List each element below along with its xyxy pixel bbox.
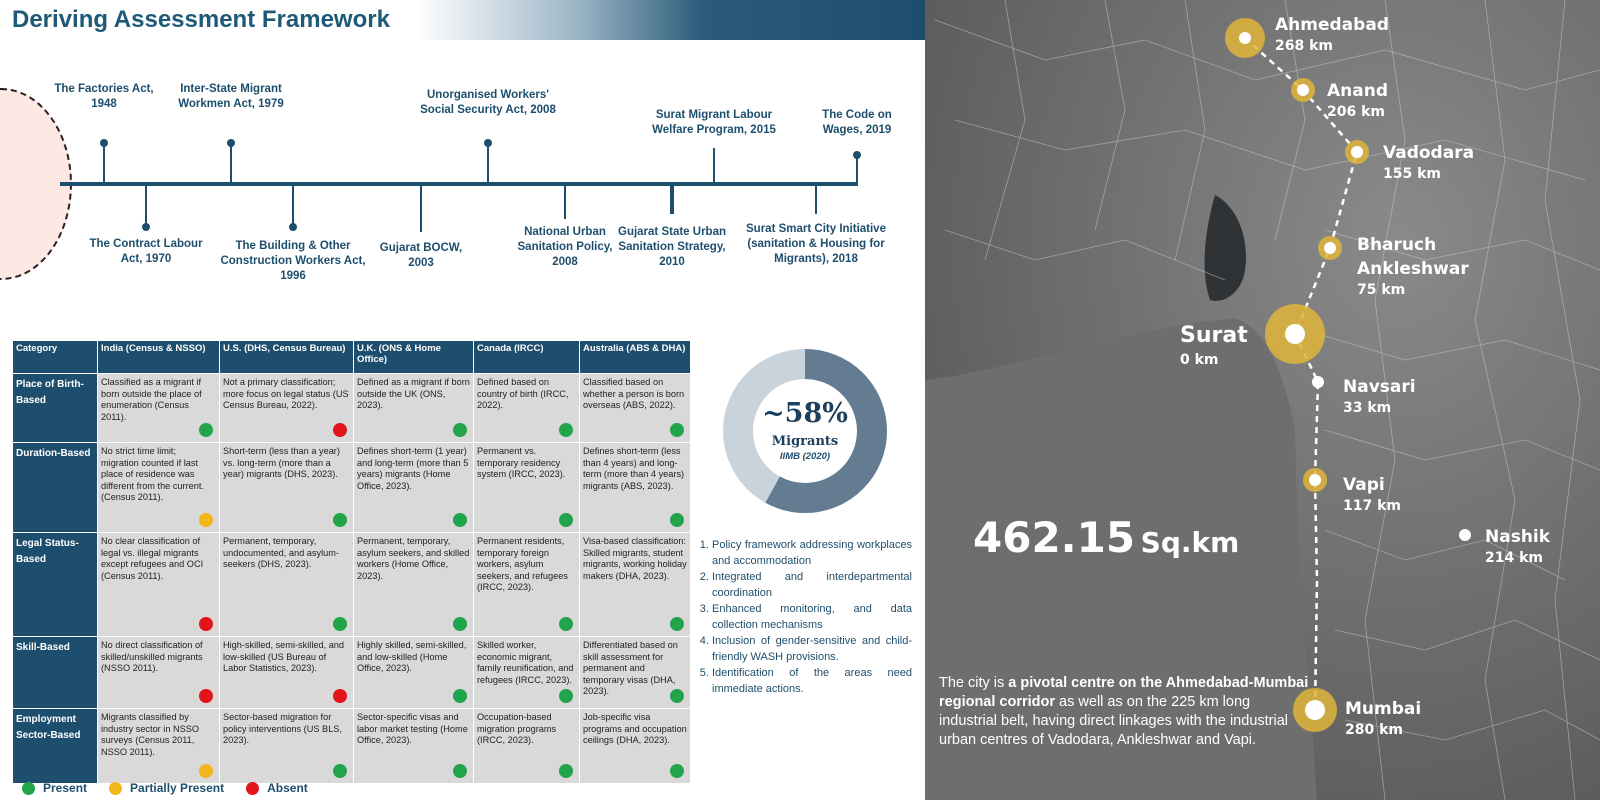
timeline-tick	[713, 148, 715, 182]
absent-dot-icon	[246, 782, 259, 795]
status-legend	[22, 781, 308, 795]
city-dot	[1285, 324, 1305, 344]
timeline-label: Gujarat BOCW, 2003	[379, 242, 463, 269]
category-cell: Duration-Based	[13, 443, 98, 533]
cell-text: Defined based on country of birth (IRCC, 2022).	[477, 377, 569, 410]
cell-text: Not a primary classification; more focus on legal status (US Census Bureau, 2022).	[223, 377, 349, 410]
table-cell	[580, 443, 691, 533]
page-title: Deriving Assessment Framework	[12, 6, 390, 33]
present-status-icon	[559, 423, 573, 437]
timeline-label: The Code on Wages, 2019	[822, 109, 892, 136]
timeline-label: The Contract Labour Act, 1970	[89, 238, 203, 265]
regional-map	[925, 0, 1600, 800]
policy-item: 1. Policy framework addressing workplaces and accommodation	[712, 538, 912, 569]
policy-item: 4. Inclusion of gender-sensitive and child-friendly WASH provisions.	[712, 634, 912, 665]
city-dot	[1297, 84, 1309, 96]
assessment-framework-table	[12, 340, 691, 784]
cell-text: Short-term (less than a year) vs. long-term (more than a year) migrants (DHS, 2023).	[223, 446, 340, 479]
category-cell: Place of Birth-Based	[13, 374, 98, 443]
donut-graphic	[722, 348, 888, 514]
cell-text: Permanent, temporary, asylum seekers, and skilled workers (Home Office, 2023).	[357, 536, 470, 581]
cell-text: Classified as a migrant if born outside the place of enumeration (Census 2011).	[101, 377, 202, 422]
city-dot	[1459, 529, 1471, 541]
column-header: India (Census & NSSO)	[98, 341, 220, 374]
present-status-icon	[670, 423, 684, 437]
cell-text: Defines short-term (1 year) and long-term (more than 5 years) migrants (Home Office, 2023).	[357, 446, 469, 491]
timeline-label: Surat Migrant Labour Welfare Program, 2015	[652, 109, 776, 136]
timeline-dot	[142, 223, 150, 231]
policy-item: 3. Enhanced monitoring, and data collection mechanisms	[712, 602, 912, 633]
city-distance: 280 km	[1345, 722, 1403, 738]
cell-text: Skilled worker, economic migrant, family reunification, and refugees (IRCC, 2023).	[477, 640, 574, 685]
category-cell: Legal Status-Based	[13, 533, 98, 637]
table-row	[13, 374, 691, 443]
cell-text: Defined as a migrant if born outside the UK (ONS, 2023).	[357, 377, 470, 410]
timeline-dot	[853, 151, 861, 159]
table-cell	[580, 374, 691, 443]
city-distance: 75 km	[1357, 282, 1406, 298]
timeline-tick	[815, 186, 817, 214]
timeline-tick	[487, 143, 489, 182]
city-name: Vapi	[1343, 475, 1385, 495]
table-cell	[220, 709, 354, 784]
column-header: Canada (IRCC)	[474, 341, 580, 374]
cell-text: Job-specific visa programs and occupation ceilings (DHA, 2023).	[583, 712, 687, 745]
column-header: U.S. (DHS, Census Bureau)	[220, 341, 354, 374]
city-name: Bharuch	[1357, 235, 1437, 255]
table-cell	[474, 374, 580, 443]
donut-percent: ~58%	[762, 398, 848, 429]
table-cell	[98, 374, 220, 443]
cell-text: Permanent vs. temporary residency system (IRCC, 2023).	[477, 446, 566, 479]
partial-status-icon	[199, 764, 213, 778]
cell-text: Highly skilled, semi-skilled, and low-skilled (Home Office, 2023).	[357, 640, 467, 673]
absent-status-icon	[199, 617, 213, 631]
column-header: U.K. (ONS & Home Office)	[354, 341, 474, 374]
present-status-icon	[333, 513, 347, 527]
present-status-icon	[453, 423, 467, 437]
table-cell	[474, 637, 580, 709]
table-cell	[580, 637, 691, 709]
city-dot	[1239, 32, 1251, 44]
legend-item-present: Present	[22, 781, 87, 795]
area-figure	[973, 513, 1239, 562]
present-status-icon	[559, 764, 573, 778]
present-status-icon	[559, 513, 573, 527]
legend-item-absent: Absent	[246, 781, 308, 795]
city-name: Anand	[1327, 81, 1389, 101]
city-name: Nashik	[1485, 527, 1551, 547]
timeline-label: The Factories Act, 1948	[54, 83, 154, 110]
present-status-icon	[333, 764, 347, 778]
timeline-tick	[292, 186, 294, 227]
cell-text: Visa-based classification: Skilled migrants, student migrants, working holiday makers (DHA, 2023).	[583, 536, 687, 581]
category-cell: Skill-Based	[13, 637, 98, 709]
timeline-tick	[856, 155, 858, 182]
table-cell	[580, 533, 691, 637]
table-cell	[98, 709, 220, 784]
city-name: Mumbai	[1345, 699, 1422, 719]
policy-item: 5. Identification of the areas need immediate actions.	[712, 666, 912, 697]
cell-text: Occupation-based migration programs (IRCC, 2023).	[477, 712, 557, 745]
donut-label: Migrants	[771, 434, 839, 449]
timeline-label: Inter-State Migrant Workmen Act, 1979	[178, 83, 284, 110]
city-dot	[1309, 474, 1321, 486]
city-name: Surat	[1180, 323, 1248, 348]
city-distance: 206 km	[1327, 104, 1385, 120]
table-cell	[474, 443, 580, 533]
table-cell	[580, 709, 691, 784]
cell-text: Classified based on whether a person is born overseas (ABS, 2022).	[583, 377, 685, 410]
city-distance: 33 km	[1343, 400, 1392, 416]
cell-text: High-skilled, semi-skilled, and low-skilled (US Bureau of Labor Statistics, 2023).	[223, 640, 345, 673]
city-distance: 0 km	[1180, 352, 1219, 368]
cell-text: Differentiated based on skill assessment for permanent and temporary visas (DHA, 2023).	[583, 640, 678, 696]
cell-text: Sector-specific visas and labor market testing (Home Office, 2023).	[357, 712, 468, 745]
cell-text: Migrants classified by industry sector in NSSO surveys (Census 2011, NSSO 2011).	[101, 712, 200, 757]
table-cell	[98, 533, 220, 637]
present-status-icon	[559, 617, 573, 631]
city-name: Vadodara	[1383, 143, 1475, 163]
timeline-label: Gujarat State Urban Sanitation Strategy, 2010	[618, 226, 726, 268]
cell-text: Permanent residents, temporary foreign workers, asylum seekers, and refugees (IRCC, 2023).	[477, 536, 568, 592]
cell-text: Permanent, temporary, undocumented, and asylum-seekers (DHS, 2023).	[223, 536, 339, 569]
city-name: Ahmedabad	[1275, 15, 1389, 35]
present-status-icon	[453, 689, 467, 703]
table-row	[13, 637, 691, 709]
table-header-row	[13, 341, 691, 374]
city-distance: 117 km	[1343, 498, 1401, 514]
legend-item-partial: Partially Present	[109, 781, 224, 795]
timeline-dot	[484, 139, 492, 147]
city-dot	[1324, 242, 1336, 254]
timeline-dot	[100, 139, 108, 147]
present-status-icon	[453, 764, 467, 778]
present-status-icon	[453, 513, 467, 527]
timeline-tick	[670, 186, 674, 214]
absent-status-icon	[333, 423, 347, 437]
timeline-dot	[289, 223, 297, 231]
table-cell	[354, 709, 474, 784]
city-description: The city is a pivotal centre on the Ahmedabad-Mumbai regional corridor as well as on the 225 km long industrial belt, having direct linkages with the industrial urban centres of Vadodara, Ankleshwar and Vapi.	[939, 675, 1309, 748]
present-status-icon	[333, 617, 347, 631]
table-row	[13, 533, 691, 637]
cell-text: Sector-based migration for policy interventions (US BLS, 2023).	[223, 712, 342, 745]
present-status-icon	[559, 689, 573, 703]
cell-text: Defines short-term (less than 4 years) and long-term (more than 4 years) migrants (ABS, 2023).	[583, 446, 685, 491]
cell-text: No direct classification of skilled/unskilled migrants (NSSO 2011).	[101, 640, 203, 673]
city-dot	[1312, 376, 1324, 388]
policy-recommendations-list	[682, 538, 912, 698]
table-cell	[354, 533, 474, 637]
timeline-tick	[145, 186, 147, 227]
timeline-label: The Building & Other Construction Workers Act, 1996	[220, 240, 366, 282]
area-value: 462.15	[973, 513, 1136, 562]
present-status-icon	[670, 764, 684, 778]
timeline-tick	[420, 186, 422, 232]
table-row	[13, 443, 691, 533]
table-cell	[220, 443, 354, 533]
city-distance: 214 km	[1485, 550, 1543, 566]
absent-status-icon	[333, 689, 347, 703]
table-cell	[98, 637, 220, 709]
present-status-icon	[453, 617, 467, 631]
table-cell	[354, 637, 474, 709]
column-header: Category	[13, 341, 98, 374]
column-header: Australia (ABS & DHA)	[580, 341, 691, 374]
timeline-tick	[230, 143, 232, 182]
area-unit: Sq.km	[1140, 526, 1240, 559]
donut-source: IIMB (2020)	[779, 451, 831, 462]
city-dot	[1351, 146, 1363, 158]
timeline-tick	[564, 186, 566, 219]
timeline-dot	[227, 139, 235, 147]
partial-dot-icon	[109, 782, 122, 795]
migrants-donut-chart	[722, 348, 888, 514]
table-cell	[220, 374, 354, 443]
table-cell	[354, 374, 474, 443]
table-cell	[474, 533, 580, 637]
policy-item: 2. Integrated and interdepartmental coordination	[712, 570, 912, 601]
table-cell	[220, 637, 354, 709]
timeline-label: Surat Smart City Initiative (sanitation & Housing for Migrants), 2018	[746, 223, 886, 265]
present-dot-icon	[22, 782, 35, 795]
timeline-axis	[60, 182, 858, 186]
cell-text: No clear classification of legal vs. illegal migrants except refugees and OCI (Census 2011).	[101, 536, 204, 581]
timeline-label: National Urban Sanitation Policy, 2008	[517, 226, 613, 268]
timeline-tick	[103, 143, 105, 182]
city-name: Navsari	[1343, 377, 1416, 397]
table-cell	[474, 709, 580, 784]
table-cell	[220, 533, 354, 637]
city-name: Ankleshwar	[1357, 259, 1469, 279]
table-cell	[354, 443, 474, 533]
category-cell: Employment Sector-Based	[13, 709, 98, 784]
city-distance: 268 km	[1275, 38, 1333, 54]
city-distance: 155 km	[1383, 166, 1441, 182]
present-status-icon	[670, 513, 684, 527]
table-cell	[98, 443, 220, 533]
timeline-label: Unorganised Workers' Social Security Act, 2008	[420, 89, 556, 116]
present-status-icon	[199, 423, 213, 437]
partial-status-icon	[199, 513, 213, 527]
table-row	[13, 709, 691, 784]
cell-text: No strict time limit; migration counted if last place of residence was different from the current. (Census 2011).	[101, 446, 204, 502]
absent-status-icon	[199, 689, 213, 703]
